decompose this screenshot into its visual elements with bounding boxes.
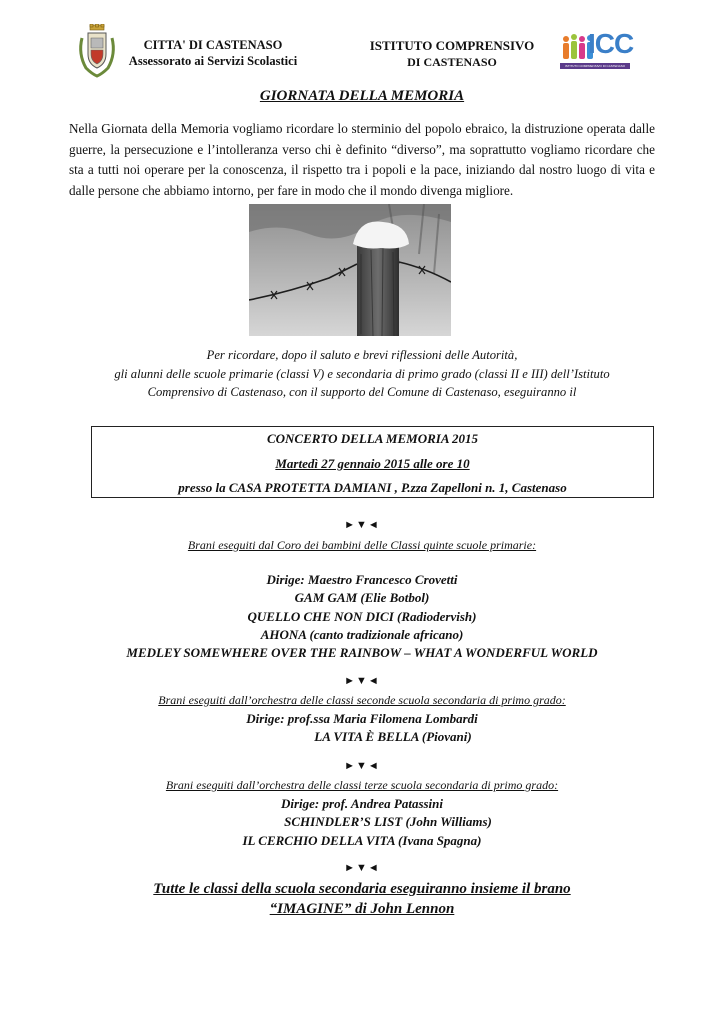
- section-heading-third-classes: Brani eseguiti dall’orchestra delle classi terze scuola secondaria di primo grado:: [165, 778, 559, 792]
- piece-line: AHONA (canto tradizionale africano): [260, 626, 464, 642]
- conductor-line: Dirige: prof.ssa Maria Filomena Lombardi: [246, 711, 478, 726]
- event-date: Martedì 27 gennaio 2015 alle ore 10: [275, 456, 470, 471]
- conductor-line: Dirige: prof. Andrea Patassini: [280, 796, 444, 811]
- school-header: [352, 38, 552, 70]
- invitation-line-3: Comprensivo di Castenaso, con il supporto del Comune di Castenaso, eseguiranno il: [147, 385, 577, 399]
- icc-school-logo: [560, 28, 634, 76]
- section-separator: ►▼◄: [344, 519, 380, 531]
- piece-line: GAM GAM (Elie Botbol): [294, 590, 430, 606]
- invitation-text: [60, 346, 664, 402]
- section-separator: ►▼◄: [344, 675, 380, 687]
- conductor-line: Dirige: Maestro Francesco Crovetti: [266, 572, 458, 587]
- event-place: presso la CASA PROTETTA DAMIANI , P.zza Zapelloni n. 1, Castenaso: [178, 480, 567, 495]
- final-announcement: [0, 879, 724, 919]
- event-box: [91, 426, 654, 498]
- piece-line: QUELLO CHE NON DICI (Radiodervish): [247, 608, 477, 624]
- piece-line: IL CERCHIO DELLA VITA (Ivana Spagna): [242, 832, 482, 848]
- barbed-wire-photo: [249, 204, 451, 336]
- performance-list-third-classes: [0, 795, 724, 850]
- intro-paragraph: Nella Giornata della Memoria vogliamo ricordare lo sterminio del popolo ebraico, la distruzione operata dalle guerre, la persecuzione e l’intolleranza verso chi è definito “diverso”, ma soprattutto vogliamo ricordare che sta a tutti noi operare per la conoscenza, il rispetto tra i popoli e la pace, iniziando dal nostro luogo di vita e dalle persone che abbiamo intorno, per fare in modo che il mondo divenga migliore.: [69, 121, 655, 198]
- invitation-line-1: Per ricordare, dopo il saluto e brevi riflessioni delle Autorità,: [206, 348, 518, 362]
- piece-line: MEDLEY SOMEWHERE OVER THE RAINBOW – WHAT A WONDERFUL WORLD: [126, 645, 598, 661]
- school-name-line2: DI CASTENASO: [407, 55, 497, 69]
- municipality-header: [120, 37, 306, 69]
- municipality-name: CITTA' DI CASTENASO: [143, 38, 283, 52]
- school-name-line1: ISTITUTO COMPRENSIVO: [369, 38, 535, 53]
- page-title: GIORNATA DELLA MEMORIA: [259, 88, 465, 104]
- piece-line: SCHINDLER’S LIST (John Williams): [284, 814, 492, 830]
- section-separator: ►▼◄: [344, 760, 380, 772]
- invitation-line-2: gli alunni delle scuole primarie (classi V) e secondaria di primo grado (classi II e III) dell’Istituto: [114, 366, 610, 381]
- municipality-department: Assessorato ai Servizi Scolastici: [128, 54, 298, 68]
- section-heading-choir: Brani eseguiti dal Coro dei bambini delle Classi quinte scuole primarie:: [187, 538, 537, 552]
- final-line-2: “IMAGINE” di John Lennon: [269, 901, 455, 917]
- icc-logo-subtext: ISTITUTO COMPRENSIVO DI CASTENASO: [564, 64, 626, 68]
- section-heading-second-classes: Brani eseguiti dall’orchestra delle classi seconde scuola secondaria di primo grado:: [158, 693, 566, 707]
- final-line-1: Tutte le classi della scuola secondaria eseguiranno insieme il brano: [153, 881, 571, 897]
- performance-list-second-classes: [0, 710, 724, 747]
- performance-list-choir: [0, 571, 724, 662]
- section-separator: ►▼◄: [344, 862, 380, 874]
- icc-logo-text: ICC: [588, 28, 634, 59]
- castenaso-crest-logo: [74, 24, 120, 78]
- event-name: CONCERTO DELLA MEMORIA 2015: [266, 431, 479, 446]
- piece-line: LA VITA È BELLA (Piovani): [314, 729, 472, 745]
